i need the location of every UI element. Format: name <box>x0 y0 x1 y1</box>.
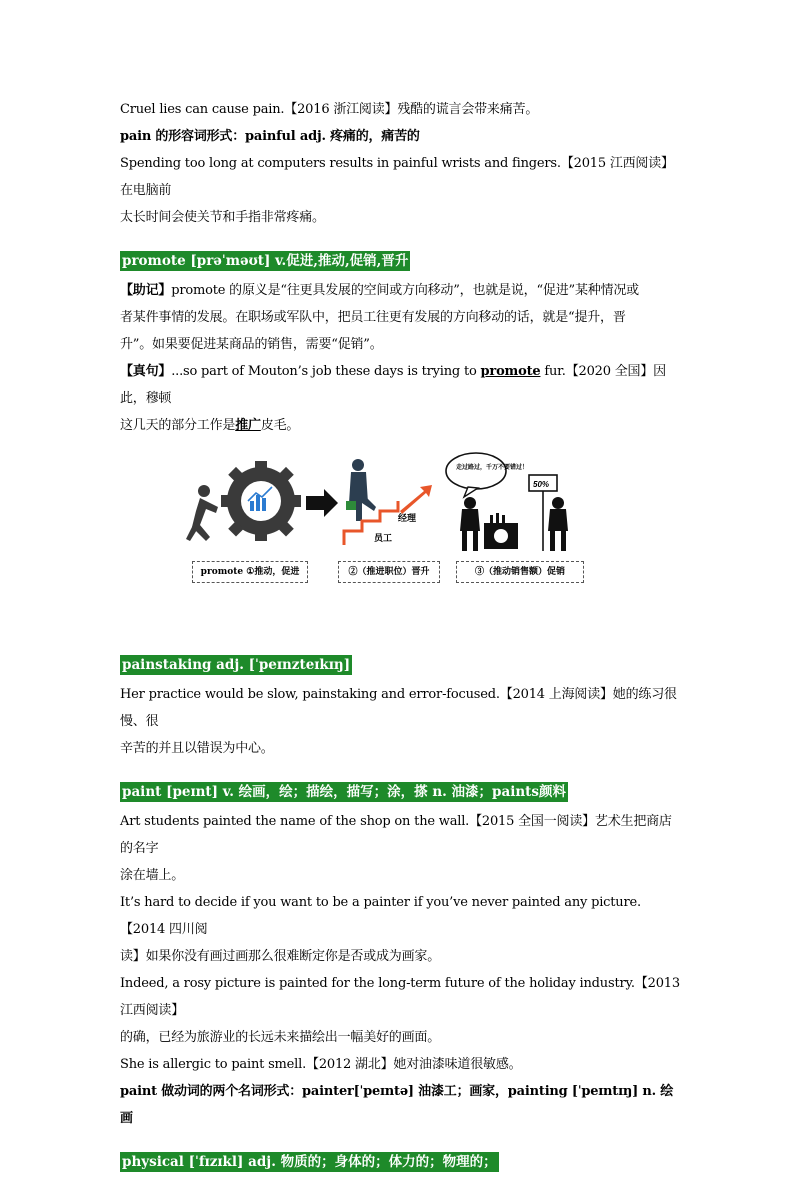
employee-label: 员工 <box>374 533 393 543</box>
speech-bubble-icon <box>446 453 506 497</box>
key-word: promote <box>480 364 541 379</box>
sentence-part: ...so part of Mouton’s job these days is trying to <box>171 364 481 379</box>
illustration-graphic <box>186 451 596 559</box>
caption-promote-sales: ③（推动销售额）促销 <box>456 561 584 583</box>
example-sentence: Indeed, a rosy picture is painted for the long-term future of the holiday industry.【2013 江西阅读】 <box>120 976 680 1018</box>
entry-heading-promote: promote [prəˈməʊt] v.促进,推动,促销,晋升 <box>122 253 409 269</box>
example-sentence: It’s hard to decide if you want to be a painter if you’ve never painted any picture.【2014 四川阅 <box>120 895 641 937</box>
growth-arrow-icon <box>400 485 432 514</box>
gear-icon <box>221 461 301 541</box>
document-page <box>120 96 680 1178</box>
mnemonic-line: promote 的原义是“往更具发展的空间或方向移动”，也就是说，“促进”某种情况或 <box>171 283 639 298</box>
example-sentence: Her practice would be slow, painstaking and error-focused.【2014 上海阅读】她的练习很慢、很 <box>120 687 677 729</box>
example-sentence: She is allergic to paint smell.【2012 湖北】她对油漆味道很敏感。 <box>120 1057 522 1072</box>
seller-icon <box>460 497 480 551</box>
sentence-part: 皮毛。 <box>260 418 300 433</box>
caption-promote-push: promote ①推动，促进 <box>192 561 308 583</box>
example-sentence: Spending too long at computers results in painful wrists and fingers.【2015 江西阅读】在电脑前 <box>120 156 674 198</box>
key-word: 推广 <box>235 418 261 433</box>
discount-text: 50% <box>533 480 550 489</box>
example-sentence: 辛苦的并且以错误为中心。 <box>120 741 274 756</box>
example-sentence: 涂在墙上。 <box>120 868 185 883</box>
word-form-note: paint 做动词的两个名词形式：painter[ˈpeɪntə] 油漆工；画家，painting [ˈpeɪntɪŋ] n. 绘画 <box>120 1084 674 1126</box>
businessman-icon <box>346 459 376 521</box>
sentence-part: 这几天的部分工作是 <box>120 418 236 433</box>
sentence-part: fur.【2020 全国】因此，穆顿 <box>120 364 666 406</box>
mnemonic-line: 者某件事情的发展。在职场或军队中，把员工往更有发展的方向移动的话，就是“提升，晋 <box>120 310 626 325</box>
entry-heading-painstaking: painstaking adj. [ˈpeɪnzteɪkɪŋ] <box>122 657 351 673</box>
customer-icon <box>548 497 568 551</box>
example-sentence: 太长时间会使关节和手指非常疼痛。 <box>120 210 325 225</box>
entry-heading-physical: physical [ˈfɪzɪkl] adj. 物质的；身体的；体力的；物理的； <box>122 1154 497 1170</box>
caption-promote-rise: ②（推进职位）晋升 <box>338 561 440 583</box>
stall-icon <box>484 513 518 549</box>
word-form-note: pain 的形容词形式：painful adj. 疼痛的，痛苦的 <box>120 129 420 144</box>
mnemonic-text <box>120 277 680 304</box>
real-sentence <box>120 358 680 412</box>
arrow-right-icon <box>306 489 338 517</box>
real-sentence-translation <box>120 412 680 439</box>
promote-illustration <box>186 451 596 589</box>
real-sentence-label: 【真句】 <box>120 364 172 379</box>
example-sentence: Art students painted the name of the shop on the wall.【2015 全国一阅读】艺术生把商店的名字 <box>120 814 672 856</box>
example-sentence: 的确，已经为旅游业的长远未来描绘出一幅美好的画面。 <box>120 1030 441 1045</box>
manager-label: 经理 <box>398 513 417 523</box>
example-sentence: Cruel lies can cause pain.【2016 浙江阅读】残酷的谎言会带来痛苦。 <box>120 102 539 117</box>
example-sentence: 读】如果你没有画过画那么很难断定你是否或成为画家。 <box>120 949 441 964</box>
pushing-person-icon <box>186 485 218 541</box>
mnemonic-label: 【助记】 <box>120 283 172 298</box>
mnemonic-line: 升”。如果要促进某商品的销售，需要“促销”。 <box>120 337 383 352</box>
entry-heading-paint: paint [peɪnt] v. 绘画，绘；描绘，描写；涂，搽 n. 油漆；paints颜料 <box>122 784 567 800</box>
bubble-text: 走过路过，千万不要错过！ <box>456 465 529 471</box>
